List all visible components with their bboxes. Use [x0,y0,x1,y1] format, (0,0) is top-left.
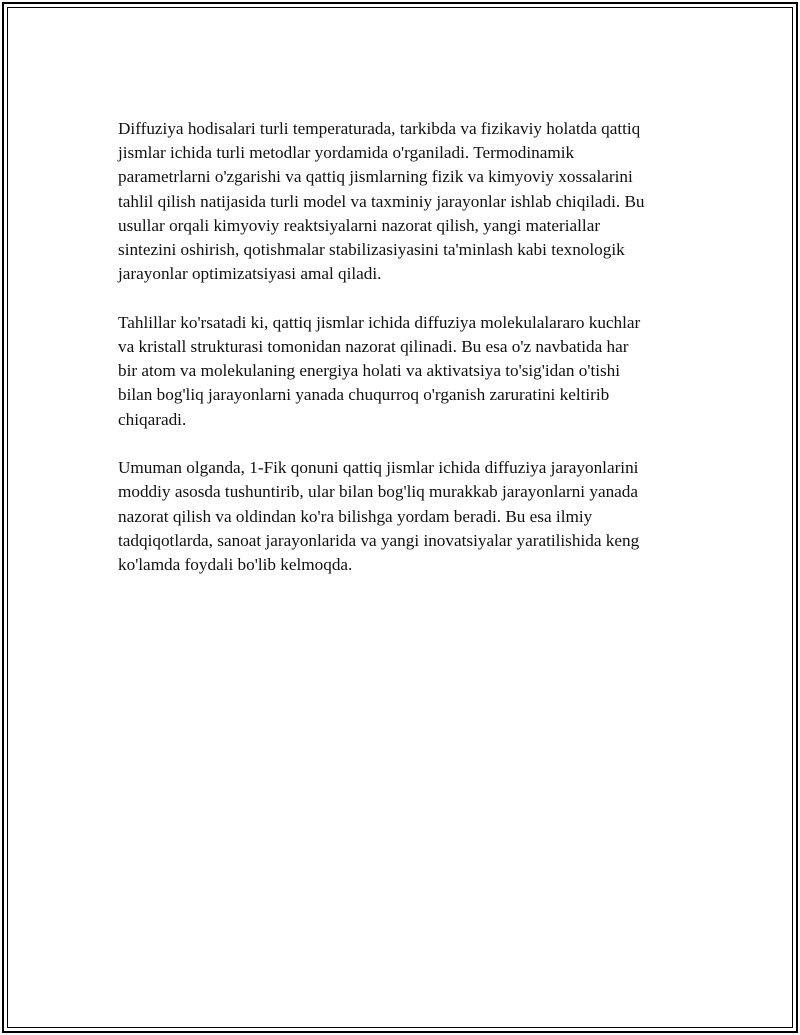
text-line: jismlar ichida turli metodlar yordamida o'rganiladi. Termodinamik [118,143,575,163]
text-line: Diffuziya hodisalari turli temperaturada, tarkibda va fizikaviy holatda qattiq [118,119,641,138]
paragraph-2 [118,311,693,432]
text-line: Tahlillar ko'rsatadi ki, qattiq jismlar ichida diffuziya molekulalararo kuchlar [118,312,641,332]
text-line: ko'lamda foydali bo'lib kelmoqda. [118,555,353,575]
text-line: bir atom va molekulaning energiya holati va aktivatsiya to'sig'idan o'tishi [118,361,621,381]
text-line: moddiy asosda tushuntirib, ular bilan bog'liq murakkab jarayonlarni yanada [118,482,639,502]
document-body [118,117,693,602]
paragraph-3 [118,456,693,577]
text-line: jarayonlar optimizatsiyasi amal qiladi. [118,264,382,284]
paragraph-1 [118,117,693,286]
text-line: Umuman olganda, 1-Fik qonuni qattiq jismlar ichida diffuziya jarayonlarini [118,458,639,478]
text-line: bilan bog'liq jarayonlarni yanada chuqurroq o'rganish zaruratini keltirib [118,385,610,405]
text-line: parametrlarni o'zgarishi va qattiq jismlarning fizik va kimyoviy xossalarini [118,167,633,187]
text-line: tadqiqotlarda, sanoat jarayonlarida va yangi inovatsiyalar yaratilishida keng [118,530,640,550]
text-line: usullar orqali kimyoviy reaktsiyalarni nazorat qilish, yangi materiallar [118,215,601,235]
text-line: va kristall strukturasi tomonidan nazorat qilinadi. Bu esa o'z navbatida har [118,337,629,357]
text-line: sintezini oshirish, qotishmalar stabilizasiyasini ta'minlash kabi texnologik [118,240,625,260]
text-line: tahlil qilish natijasida turli model va taxminiy jarayonlar ishlab chiqiladi. Bu [118,191,645,211]
text-line: chiqaradi. [118,409,187,429]
text-line: nazorat qilish va oldindan ko'ra bilishga yordam beradi. Bu esa ilmiy [118,506,593,526]
